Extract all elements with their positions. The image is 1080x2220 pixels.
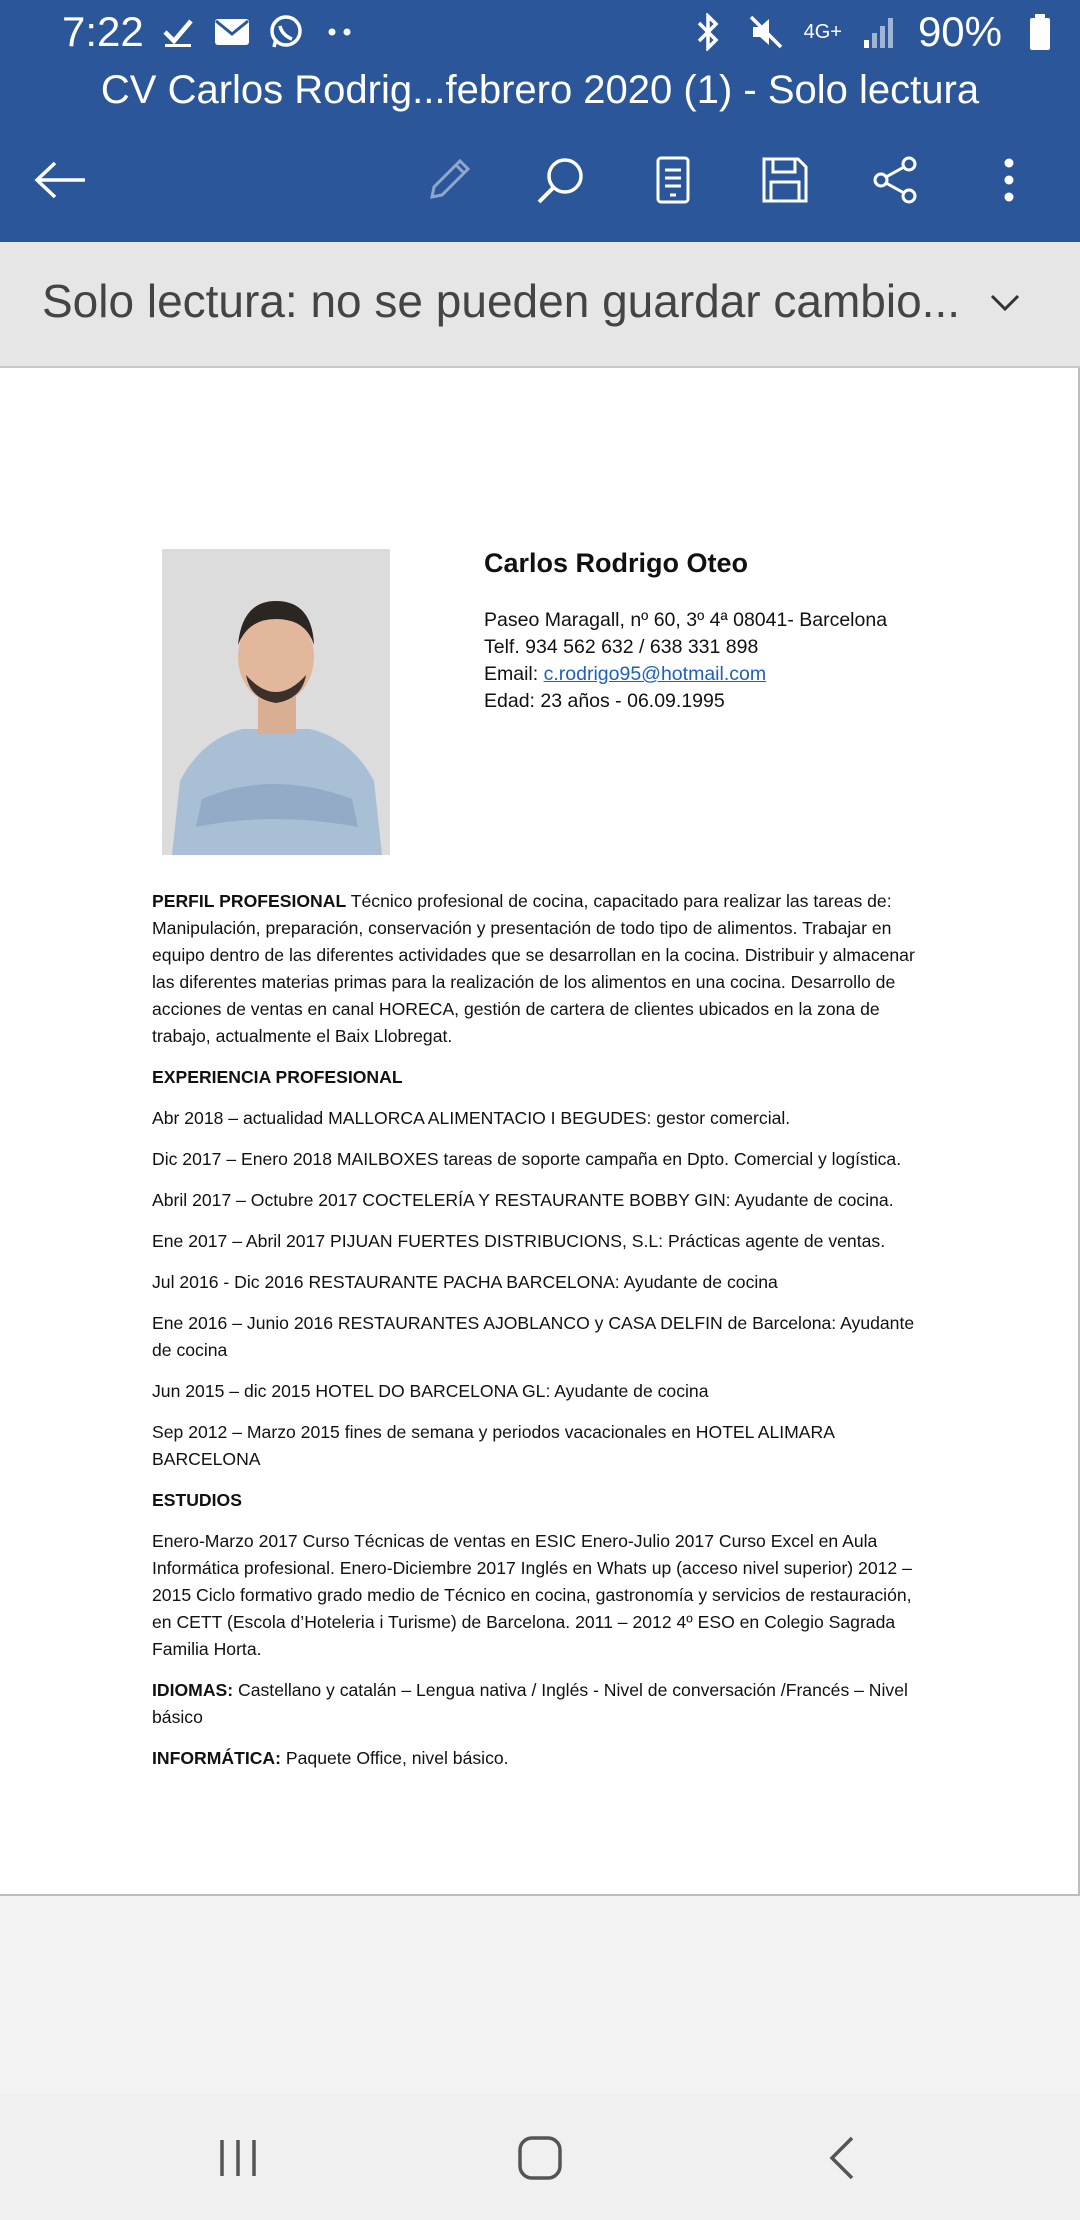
profile-text: Técnico profesional de cocina, capacitado para realizar las tareas de: Manipulación, preparación, conservación y presentación de todo tipo de alimentos. Trabajar en equipo dentro de las diferentes actividades que se desarrollan en la cocina. Distribuir y almacenar las diferentes materias primas para la realización de los alimentos en una cocina. Desarrollo de acciones de ventas en canal HORECA, gestión de cartera de clientes ubicados en la zona de trabajo, actualmente el Baix Llobregat.: [152, 891, 915, 1046]
experience-item: Jun 2015 – dic 2015 HOTEL DO BARCELONA GL: Ayudante de cocina: [152, 1381, 709, 1401]
experience-item: Jul 2016 - Dic 2016 RESTAURANTE PACHA BARCELONA: Ayudante de cocina: [152, 1272, 778, 1292]
recent-apps-button[interactable]: [203, 2123, 273, 2193]
profile-heading: PERFIL PROFESIONAL: [152, 891, 347, 911]
address-line: Paseo Maragall, nº 60, 3º 4ª 08041- Barcelona: [484, 609, 888, 631]
search-button[interactable]: [526, 145, 596, 215]
experience-item: Sep 2012 – Marzo 2015 fines de semana y periodos vacacionales en HOTEL ALIMARA BARCELONA: [152, 1422, 834, 1469]
it-text: Paquete Office, nivel básico.: [281, 1748, 509, 1768]
profile-paragraph: [152, 888, 927, 1050]
chevron-down-icon[interactable]: [980, 278, 1030, 328]
email-label: Email:: [484, 663, 544, 685]
bluetooth-icon: [688, 12, 728, 52]
studies-text: Enero-Marzo 2017 Curso Técnicas de ventas en ESIC Enero-Julio 2017 Curso Excel en Aula Informática profesional. Enero-Diciembre 2017 Inglés en Whats up (acceso nivel superior) 2012 – 2015 Ciclo formativo grado medio de Técnico en cocina, gastronomía y servicios de restauración, en CETT (Escola d’Hoteleria i Turisme) de Barcelona. 2011 – 2012 4º ESO en Colegio Sagrada Familia Horta.: [152, 1531, 912, 1659]
more-notifications-icon: [320, 12, 360, 52]
checkmark-icon: [158, 12, 198, 52]
age-line: Edad: 23 años - 06.09.1995: [484, 690, 725, 712]
read-only-banner[interactable]: [0, 242, 1080, 368]
read-only-message: Solo lectura: no se pueden guardar cambio...: [42, 275, 961, 327]
phone-line: Telf. 934 562 632 / 638 331 898: [484, 636, 759, 658]
experience-item: Ene 2017 – Abril 2017 PIJUAN FUERTES DISTRIBUCIONS, S.L: Prácticas agente de ventas.: [152, 1231, 886, 1251]
it-heading: INFORMÁTICA:: [152, 1748, 281, 1768]
document-page[interactable]: [0, 368, 1080, 1896]
signal-icon: [860, 12, 900, 52]
status-bar: [0, 0, 1080, 64]
save-button[interactable]: [750, 145, 820, 215]
search-icon: [535, 154, 587, 206]
system-nav-bar: [0, 2093, 1080, 2220]
edit-button[interactable]: [414, 145, 484, 215]
whatsapp-icon: [266, 12, 306, 52]
notification-icons: [158, 12, 360, 52]
back-arrow-icon: [33, 160, 89, 200]
status-time: 7:22: [62, 8, 144, 55]
document-title: CV Carlos Rodrig...febrero 2020 (1) - Solo lectura: [100, 68, 980, 112]
studies-heading: ESTUDIOS: [152, 1490, 242, 1510]
contact-header: [484, 548, 1044, 715]
home-icon: [517, 2135, 563, 2181]
more-vertical-icon: [1002, 157, 1016, 203]
app-bar: [0, 0, 1080, 242]
share-icon: [871, 155, 921, 205]
experience-item: Dic 2017 – Enero 2018 MAILBOXES tareas de soporte campaña en Dpto. Comercial y logística.: [152, 1149, 902, 1169]
experience-item: Ene 2016 – Junio 2016 RESTAURANTES AJOBLANCO y CASA DELFIN de Barcelona: Ayudante de cocina: [152, 1313, 915, 1360]
save-icon: [760, 155, 810, 205]
battery-icon: [1020, 12, 1060, 52]
share-button[interactable]: [861, 145, 931, 215]
chevron-left-icon: [826, 2135, 856, 2181]
toolbar: [0, 145, 1080, 215]
email-line: [484, 661, 1044, 688]
reading-view-icon: [655, 155, 691, 205]
more-options-button[interactable]: [974, 145, 1044, 215]
languages-heading: IDIOMAS:: [152, 1680, 234, 1700]
languages-paragraph: [152, 1677, 927, 1731]
candidate-name: Carlos Rodrigo Oteo: [484, 548, 749, 578]
mute-icon: [746, 12, 786, 52]
cv-body: [152, 888, 927, 1786]
profile-photo: [162, 549, 390, 855]
system-back-button[interactable]: [806, 2123, 876, 2193]
battery-percentage: 90%: [917, 8, 1002, 55]
system-icons: [688, 8, 1060, 56]
back-button[interactable]: [26, 145, 96, 215]
reading-view-button[interactable]: [638, 145, 708, 215]
languages-text: Castellano y catalán – Lengua nativa / Inglés - Nivel de conversación /Francés – Nivel básico: [152, 1680, 908, 1727]
pencil-icon: [424, 155, 474, 205]
experience-item: Abr 2018 – actualidad MALLORCA ALIMENTACIO I BEGUDES: gestor comercial.: [152, 1108, 791, 1128]
email-link[interactable]: c.rodrigo95@hotmail.com: [543, 663, 767, 685]
network-label: 4G+: [803, 21, 842, 43]
recent-apps-icon: [216, 2138, 260, 2178]
home-button[interactable]: [505, 2123, 575, 2193]
experience-item: Abril 2017 – Octubre 2017 COCTELERÍA Y RESTAURANTE BOBBY GIN: Ayudante de cocina.: [152, 1190, 894, 1210]
experience-heading: EXPERIENCIA PROFESIONAL: [152, 1067, 403, 1087]
it-paragraph: [152, 1745, 927, 1772]
mail-icon: [212, 12, 252, 52]
